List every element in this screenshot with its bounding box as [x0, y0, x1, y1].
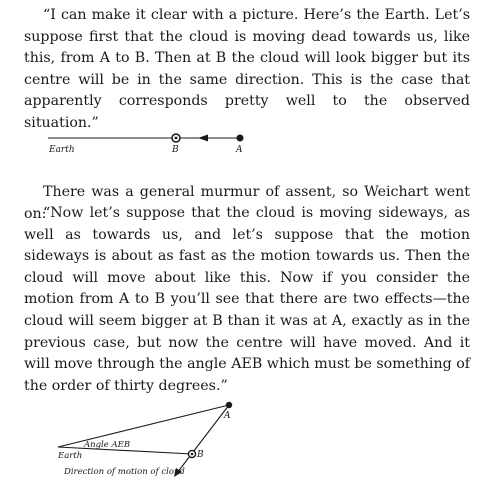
figure-direct-approach	[40, 128, 260, 158]
earth-label: Earth	[49, 145, 75, 155]
angle-label: Angle AEB	[84, 440, 131, 450]
a-label: A	[236, 145, 243, 155]
paragraph-picture-intro: “I can make it clear with a picture. Here’s the Earth. Let’s suppose first that the cloud is moving dead towards us, like this, from A to B. Then at B the cloud will look bigger but its centre will be in the same direction. This is the case that apparently corresponds pretty well to the observed situation.”	[24, 7, 470, 131]
arrow-a-to-b-icon	[198, 135, 208, 142]
b-label: B	[172, 145, 179, 155]
a-label: A	[224, 411, 231, 421]
earth-label: Earth	[58, 451, 83, 461]
motion-path-line	[177, 405, 229, 473]
cloud-a-marker	[237, 135, 244, 142]
figure-sideways-motion	[40, 397, 260, 483]
cloud-a-marker	[226, 402, 232, 408]
cloud-b-center	[175, 137, 178, 140]
paragraph-murmur: There was a general murmur of assent, so Weichart went on:	[24, 184, 470, 222]
b-label: B	[197, 450, 204, 460]
paragraph-sideways-motion: “Now let’s suppose that the cloud is moving sideways, as well as towards us, and let’s suppose that the motion sideways is about as fast as the motion towards us. Then the cloud will move about like this. Now if you consider the motion from A to B you’ll see that there are two effects—the cloud will seem bigger at B than it was at A, exactly as in the previous case, but now the centre will have moved. And it will move through the angle AEB which must be something of the order of thirty degrees.”	[24, 205, 470, 394]
direction-label: Direction of motion of cloud	[64, 467, 185, 477]
cloud-b-center	[191, 453, 194, 456]
